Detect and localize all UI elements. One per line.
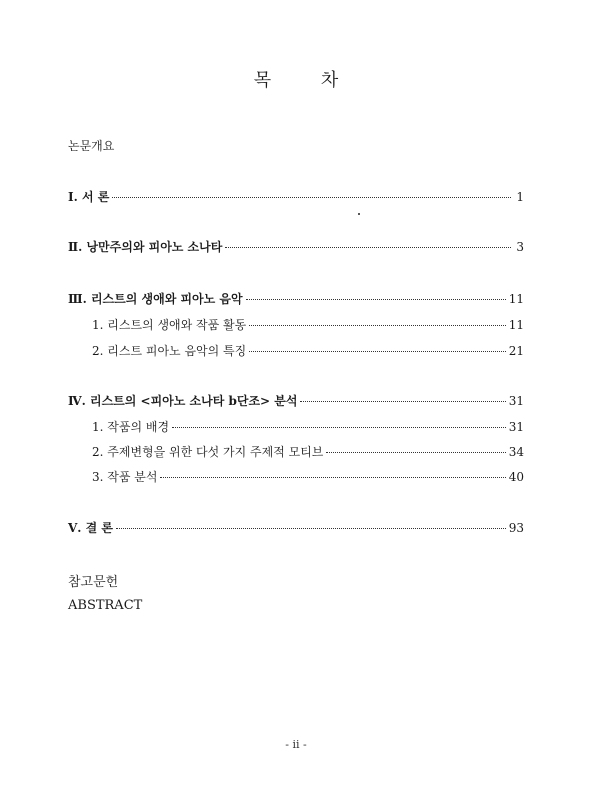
toc-leader	[225, 247, 511, 248]
toc-row	[92, 468, 524, 486]
toc-row	[92, 418, 524, 436]
toc-page-number: 34	[508, 445, 524, 459]
toc-label: Ⅳ. 리스트의 <피아노 소나타 b단조> 분석	[68, 394, 298, 408]
toc-row	[68, 290, 524, 308]
toc-page-number: 31	[508, 394, 524, 408]
toc-leader	[112, 197, 511, 198]
toc-row	[68, 519, 524, 537]
references-entry: 참고문헌	[68, 575, 119, 590]
toc-label: Ⅱ. 낭만주의와 피아노 소나타	[68, 240, 223, 254]
toc-page-number: 11	[508, 292, 524, 306]
toc-leader	[249, 325, 505, 326]
abstract-en-entry: ABSTRACT	[68, 598, 143, 613]
toc-leader	[116, 528, 506, 529]
toc-page-number: 3	[516, 240, 524, 254]
toc-label: Ⅰ. 서 론	[68, 190, 110, 204]
page-footer: - ii -	[285, 738, 307, 751]
toc-leader	[172, 427, 506, 428]
toc-leader	[300, 401, 505, 402]
toc-row	[92, 443, 524, 461]
toc-row	[68, 238, 524, 256]
toc-leader	[249, 351, 505, 352]
toc-label: Ⅴ. 결 론	[68, 521, 114, 535]
toc-row	[92, 342, 524, 360]
toc-leader	[160, 477, 505, 478]
stray-dot	[358, 213, 360, 215]
toc-page-number: 1	[516, 190, 524, 204]
toc-label: 1. 작품의 배경	[92, 420, 170, 434]
page-title: 목 차	[253, 70, 361, 91]
toc-label: Ⅲ. 리스트의 생애와 피아노 음악	[68, 292, 243, 306]
abstract-ko-entry: 논문개요	[68, 139, 115, 153]
toc-label: 1. 리스트의 생애와 작품 활동	[92, 318, 247, 332]
toc-page-number: 93	[508, 521, 524, 535]
toc-row	[68, 188, 524, 206]
toc-label: 2. 주제변형을 위한 다섯 가지 주제적 모티브	[92, 445, 324, 459]
toc-leader	[326, 452, 505, 453]
toc-page-number: 21	[508, 344, 524, 358]
toc-label: 2. 리스트 피아노 음악의 특징	[92, 344, 247, 358]
toc-row	[68, 392, 524, 410]
toc-page-number: 31	[508, 420, 524, 434]
toc-page-number: 40	[508, 470, 524, 484]
toc-label: 3. 작품 분석	[92, 470, 158, 484]
toc-leader	[246, 299, 506, 300]
toc-row	[92, 316, 524, 334]
toc-page-number: 11	[508, 318, 524, 332]
